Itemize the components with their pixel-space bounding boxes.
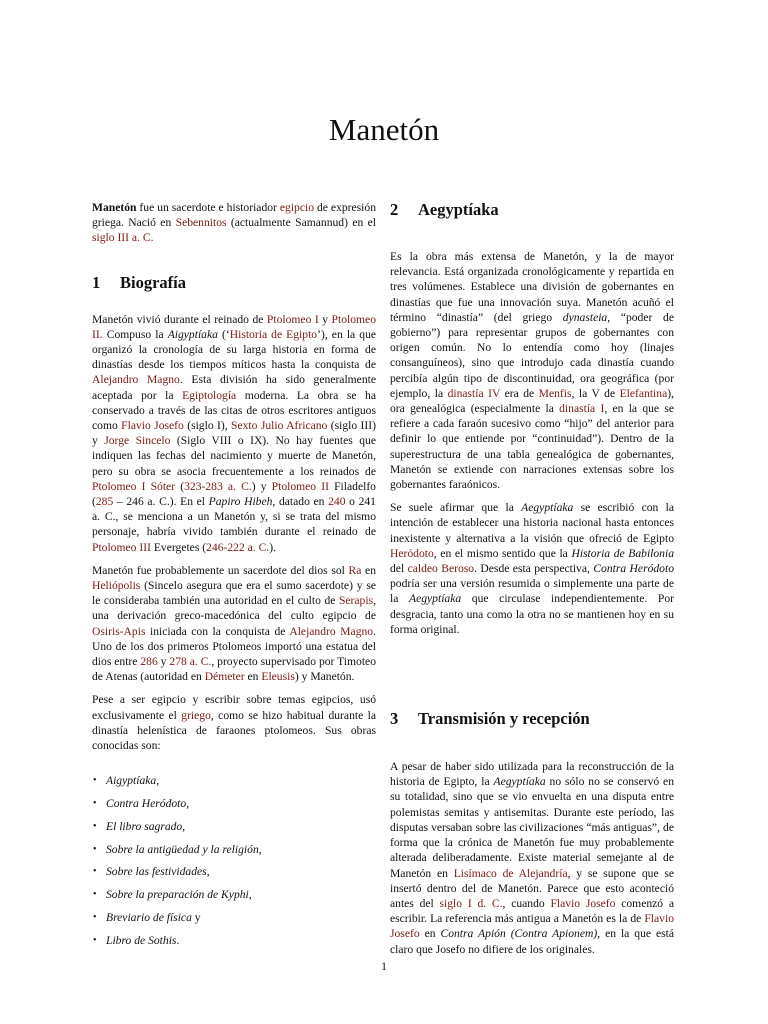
link-dinastia-i[interactable]: dinastía I [559, 402, 605, 416]
link-osiris-apis[interactable]: Osiris-Apis [92, 624, 146, 638]
aegyptiaka-paragraph-2: Se suele afirmar que la Aegyptíaka se escribió con la intención de establecer una historia nacional hasta entonces inexistente y alternativa a la visión que ofreció de Egipto Heródoto, en el mismo sentido que la Historia de Babilonia del caldeo Beroso. Desde esta perspectiva, Contra Heródoto podría ser una versión resumida o simplemente una parte de la Aegyptíaka que circulase independientemente. Por desgracia, tanto una como la otra no se mantienen hoy en su forma original. [390, 501, 675, 636]
link-historia-de-egipto[interactable]: Historia de Egipto [229, 327, 318, 341]
link-286[interactable]: 286 [140, 655, 158, 669]
section-heading-transmision: 3 Transmisión y recepción [390, 709, 590, 729]
link-flavio-josefo-2[interactable]: Flavio Josefo [550, 896, 616, 910]
link-siglo-i[interactable]: siglo I d. C. [439, 896, 503, 910]
left-column [92, 200, 376, 956]
link-flavio-josefo[interactable]: Flavio Josefo [121, 419, 184, 433]
link-ptolomeo-iii[interactable]: Ptolomeo III [92, 540, 151, 554]
link-eleusis[interactable]: Eleusis [261, 670, 295, 684]
link-menfis[interactable]: Menfis [538, 386, 572, 400]
works-list [92, 773, 376, 948]
link-lisimaco[interactable]: Lisímaco de Alejandría [453, 866, 568, 880]
link-alejandro-magno[interactable]: Alejandro Magno [92, 373, 180, 387]
link-egiptologia[interactable]: Egiptología [182, 388, 237, 402]
intro-paragraph: Manetón fue un sacerdote e historiador egipcio de expresión griega. Nació en Sebennitos (actualmente Samannud) en el siglo III a. C. [92, 201, 377, 245]
page-number: 1 [381, 960, 387, 973]
link-demeter[interactable]: Démeter [204, 670, 245, 684]
transmision-paragraph-1: A pesar de haber sido utilizada para la reconstrucción de la historia de Egipto, la Aegyptíaka no sólo no se conservó en su totalidad, sino que se vio envuelta en una disputa entre polemistas semitas y antisemitas. Durante este período, las disputas versaban sobre las civilizaciones “más antiguas”, de forma que la crónica de Manetón fue muy probablemente alterada deliberadamente. Existe material semejante al de Manetón en Lisímaco de Alejandría, y se supone que se insertó dentro del de Manetón. Parece que esto aconteció antes del siglo I d. C., cuando Flavio Josefo comenzó a escribir. La referencia más antigua a Manetón es la de Flavio Josefo en Contra Apión (Contra Apionem), en la que está claro que Josefo no difiere de los originales. [390, 760, 675, 956]
list-item: • Aigyptíaka, [93, 774, 160, 788]
link-heliopolis[interactable]: Heliópolis [92, 579, 141, 593]
link-herodoto[interactable]: Heródoto [390, 546, 434, 560]
link-ptolomeo-i[interactable]: Ptolomeo I [266, 312, 319, 326]
link-dinastia-iv[interactable]: dinastía IV [447, 386, 501, 400]
list-item: • Sobre la preparación de Kyphi, [93, 888, 252, 902]
link-griego[interactable]: griego [181, 708, 211, 722]
link-ra[interactable]: Ra [348, 563, 362, 577]
link-323-283[interactable]: 323-283 a. C. [184, 479, 252, 493]
bullet-icon: • [93, 912, 97, 924]
bullet-icon: • [93, 934, 97, 946]
list-item: • Sobre la antigüedad y la religión, [93, 842, 262, 856]
link-elefantina[interactable]: Elefantina [619, 386, 668, 400]
link-sebennitos[interactable]: Sebennitos [175, 216, 227, 230]
link-siglo-iii[interactable]: siglo III a. C. [92, 231, 154, 245]
bullet-icon: • [93, 866, 97, 878]
link-beroso[interactable]: Beroso [441, 562, 475, 576]
bullet-icon: • [93, 820, 97, 832]
link-240[interactable]: 240 [328, 495, 346, 509]
section-heading-aegyptiaka: 2 Aegyptíaka [390, 200, 499, 219]
bullet-icon: • [93, 889, 97, 901]
list-item: • Sobre las festividades, [93, 865, 210, 879]
bullet-icon: • [93, 775, 97, 787]
list-item: • Libro de Sothis. [93, 933, 180, 947]
link-285[interactable]: 285 [95, 495, 114, 509]
section-heading-biografia: 1 Biografía [92, 272, 186, 292]
list-item: • Breviario de física y [93, 911, 201, 925]
link-caldeo[interactable]: caldeo [407, 562, 438, 576]
bullet-icon: • [93, 843, 97, 855]
aegyptiaka-paragraph-1: Es la obra más extensa de Manetón, y la de mayor relevancia. Está organizada cronológicamente y repartida en tres volúmenes. Establece una división de gobernantes en dinastías que fue una innovación suya. Manetón acuñó el término “dinastía” (del griego dynasteia, “poder de gobierno”) para representar grupos de gobernantes con origen común. No lo entendía como hoy (linajes consanguíneos), sino que introdujo cada dinastía cuando percibía algún tipo de discontinuidad, ora geográfica (por ejemplo, la dinastía IV era de Menfis, la V de Elefantina), ora genealógica (especialmente la dinastía I, en la que se refiere a cada faraón sucesivo como “hijo” del anterior para definir lo que entiende por “continuidad”). Dentro de la superestructura de una tabla genealógica de gobernantes, Manetón se extiende con narraciones extensas sobre los gobernantes faraónicos. [390, 250, 674, 492]
link-egipcio[interactable]: egipcio [279, 201, 315, 214]
biografia-paragraph-3: Pese a ser egipcio y escribir sobre temas egipcios, usó exclusivamente el griego, como se hizo habitual durante la dinastía helenística de faraones ptolomeos. Sus obras conocidas son: [92, 693, 376, 753]
link-278[interactable]: 278 a. C. [169, 655, 212, 669]
page-title: Manetón [328, 112, 440, 147]
bullet-icon: • [93, 798, 97, 810]
link-sexto-julio-africano[interactable]: Sexto Julio Africano [231, 419, 328, 433]
link-flavio-josefo-3[interactable]: Flavio Josefo [390, 912, 674, 941]
link-alejandro-magno-2[interactable]: Alejandro Magno [289, 624, 374, 638]
right-column [390, 200, 674, 965]
list-item: • El libro sagrado, [93, 819, 186, 833]
list-item: • Contra Heródoto, [93, 797, 190, 811]
link-ptolomeo-ii-filadelfo[interactable]: Ptolomeo II [271, 479, 329, 493]
subject-name: Manetón [92, 201, 137, 214]
link-jorge-sincelo[interactable]: Jorge Sincelo [104, 434, 171, 448]
biografia-paragraph-2: Manetón fue probablemente un sacerdote del dios sol Ra en Heliópolis (Sincelo asegura que era el sumo sacerdote) y se le consideraba también una autoridad en el culto de Serapis, una derivación greco-macedónica del culto egipcio de Osiris-Apis iniciada con la conquista de Alejandro Magno. Uno de los dos primeros Ptolomeos importó una estatua del dios entre 286 y 278 a. C., proyecto supervisado por Timoteo de Atenas (autoridad en Démeter en Eleusis) y Manetón. [92, 563, 377, 684]
biografia-paragraph-1: Manetón vivió durante el reinado de Ptolomeo I y Ptolomeo II. Compuso la Aigyptíaka (‘Historia de Egipto’), en la que organizó la cronología de su larga historia en forma de dinastías desde los tiempos míticos hasta la conquista de Alejandro Magno. Esta división ha sido generalmente aceptada por la Egiptología moderna. La obra se ha conservado a través de las citas de otros escritores antiguos como Flavio Josefo (siglo I), Sexto Julio Africano (siglo III) y Jorge Sincelo (Siglo VIII o IX). No hay fuentes que indiquen las fechas del nacimiento y muerte de Manetón, pero su obra se asocia frecuentemente a los reinados de Ptolomeo I Sóter (323-283 a. C.) y Ptolomeo II Filadelfo (285 – 246 a. C.). En el Papiro Hibeh, datado en 240 o 241 a. C., se menciona a un Manetón y, si se trata del mismo personaje, habría vivido también durante el reinado de Ptolomeo III Evergetes (246-222 a. C.). [92, 312, 377, 554]
link-ptolomeo-i-soter[interactable]: Ptolomeo I Sóter [92, 479, 176, 493]
link-serapis[interactable]: Serapis [338, 594, 374, 608]
link-ptolomeo-ii[interactable]: Ptolomeo II [92, 312, 376, 341]
link-246-222[interactable]: 246-222 a. C. [206, 540, 270, 554]
